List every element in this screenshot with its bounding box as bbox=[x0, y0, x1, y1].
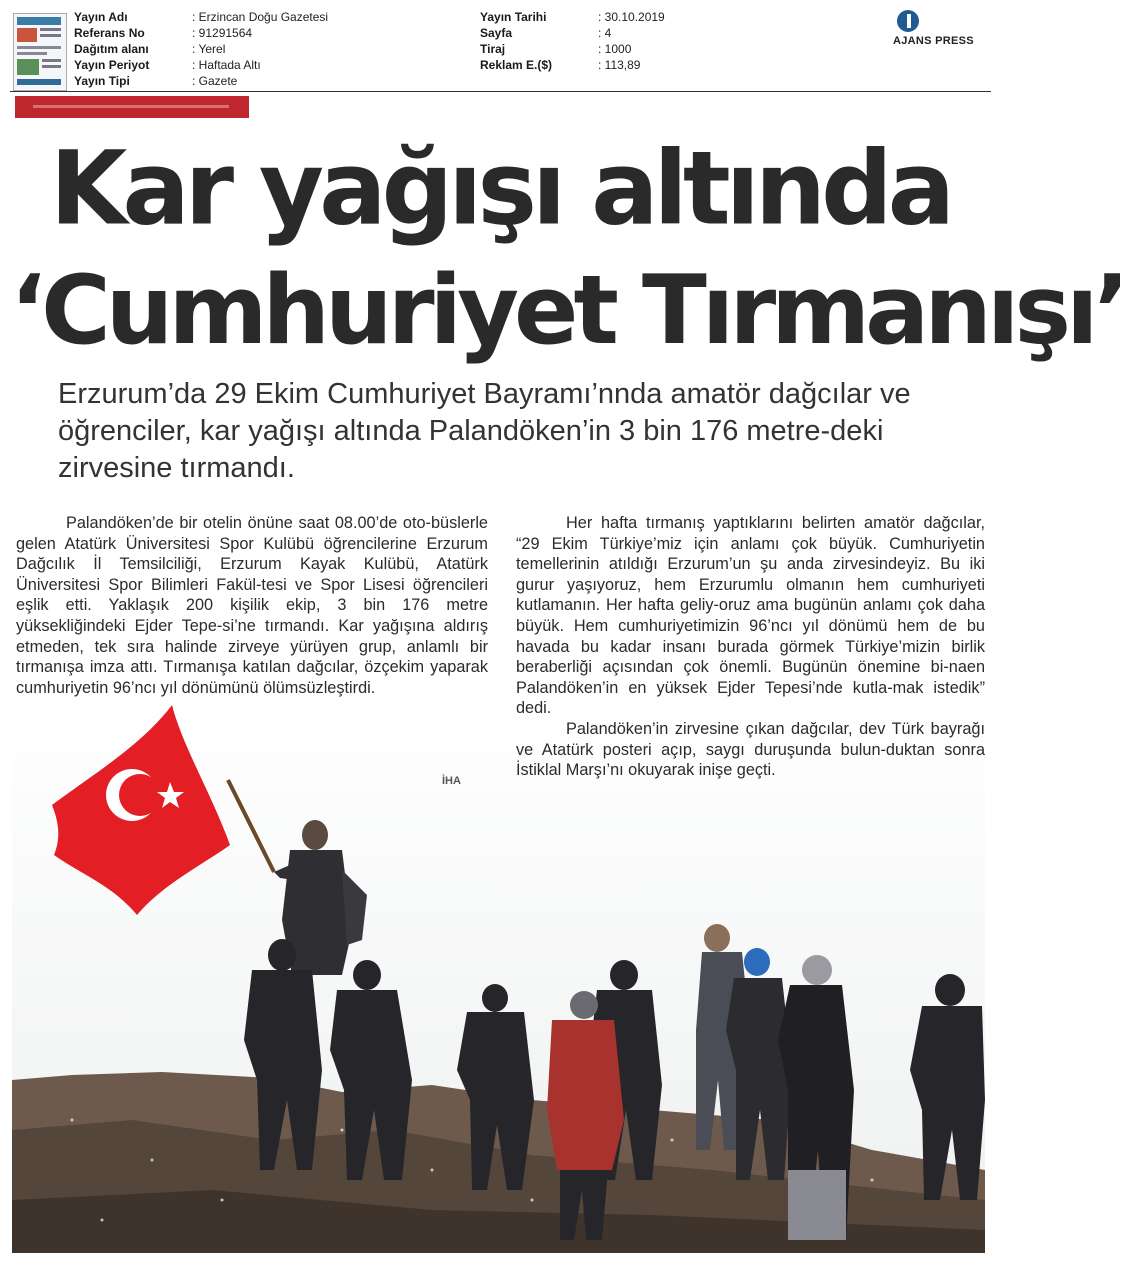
article-photo bbox=[12, 700, 985, 1253]
photo-credit: İHA bbox=[442, 775, 461, 787]
meta-right bbox=[480, 9, 665, 73]
newspaper-thumbnail bbox=[13, 13, 67, 91]
paragraph: Her hafta tırmanış yaptıklarını belirten amatör dağcılar, “29 Ekim Türkiye’miz için anlamı çok büyük. Cumhuriyetin temellerinin atıldığı Erzurum’un şu anda zirvesindeyiz. Bu iki gurur yaşıyoruz, hem Erzurumlu olmanın hem cumhuriyeti kutlamanın. Her hafta geliy-oruz ama bugünün anlamı çok daha büyük. Hem cumhuriyetimizin 96’ncı yıl dönümü hem de bu havada bu kadar insanı burada görmek Türkiye’mizin birlik beraberliği açısından çok önemli. Bugünün önemine bi-naen Palandöken’in en yüksek Ejder Tepesi’nde kutla-mak istedik” dedi. bbox=[516, 514, 985, 718]
meta-row-sayfa: Sayfa : 4 bbox=[480, 26, 612, 40]
meta-left bbox=[74, 9, 328, 89]
section-tag-bar bbox=[15, 96, 249, 118]
meta-row-yayin-periyot: Yayın Periyot : Haftada Altı bbox=[74, 58, 261, 72]
article-column-left bbox=[16, 513, 488, 698]
meta-row-yayin-tipi: Yayın Tipi : Gazete bbox=[74, 74, 238, 88]
meta-row-yayin-adi: Yayın Adı : Erzincan Doğu Gazetesi bbox=[74, 10, 329, 24]
meta-row-tiraj: Tiraj : 1000 bbox=[480, 42, 632, 56]
paragraph: Palandöken’in zirvesine çıkan dağcılar, dev Türk bayrağı ve Atatürk posteri açıp, saygı duruşunda bulun-duktan sonra İstiklal Marşı’nı okuyarak inişe geçti. bbox=[516, 719, 985, 780]
article-lead: Erzurum’da 29 Ekim Cumhuriyet Bayramı’nnda amatör dağcılar ve öğrenciler, kar yağışı altında Palandöken’in 3 bin 176 metre-deki zirvesine tırmandı. bbox=[58, 378, 911, 484]
article-column-right bbox=[516, 513, 985, 781]
meta-row-yayin-tarihi: Yayın Tarihi : 30.10.2019 bbox=[480, 10, 665, 24]
headline-line-2: ‘Cumhuriyet Tırmanışı’ bbox=[10, 256, 1125, 366]
meta-row-referans-no: Referans No : 91291564 bbox=[74, 26, 253, 40]
meta-row-reklam: Reklam E.($) : 113,89 bbox=[480, 58, 641, 72]
turkish-flag bbox=[52, 705, 230, 915]
ajans-press-logo-icon bbox=[897, 10, 919, 32]
ajans-press-logo bbox=[893, 10, 991, 50]
header-divider bbox=[10, 91, 991, 92]
paragraph: Palandöken’de bir otelin önüne saat 08.00’de oto-büslerle gelen Atatürk Üniversitesi Spor Kulübü öğrencilerine Erzurum Dağcılık İl Temsilciliği, Erzurum Kayak Kulübü, Atatürk Üniversitesi Spor Bilimleri Fakül-tesi ve Spor Lisesi öğrencileri eşlik etti. Yaklaşık 200 kişilik ekip, 3 bin 176 metre yüksekliğindeki Ejder Tepe-si’ne tırmandı. Kar yağışına aldırış etmeden, tek sıra halinde zirveye yürüyen grup, anlamlı bir tırmanışa imza attı. Tırmanışa katılan dağcılar, özçekim yaparak cumhuriyetin 96’ncı yıl dönümünü ölümsüzleştirdi. bbox=[16, 514, 488, 697]
ajans-press-logo-text: AJANS PRESS bbox=[893, 35, 974, 47]
meta-row-dagitim-alani: Dağıtım alanı : Yerel bbox=[74, 42, 226, 56]
headline-line-1: Kar yağışı altında bbox=[49, 128, 951, 249]
